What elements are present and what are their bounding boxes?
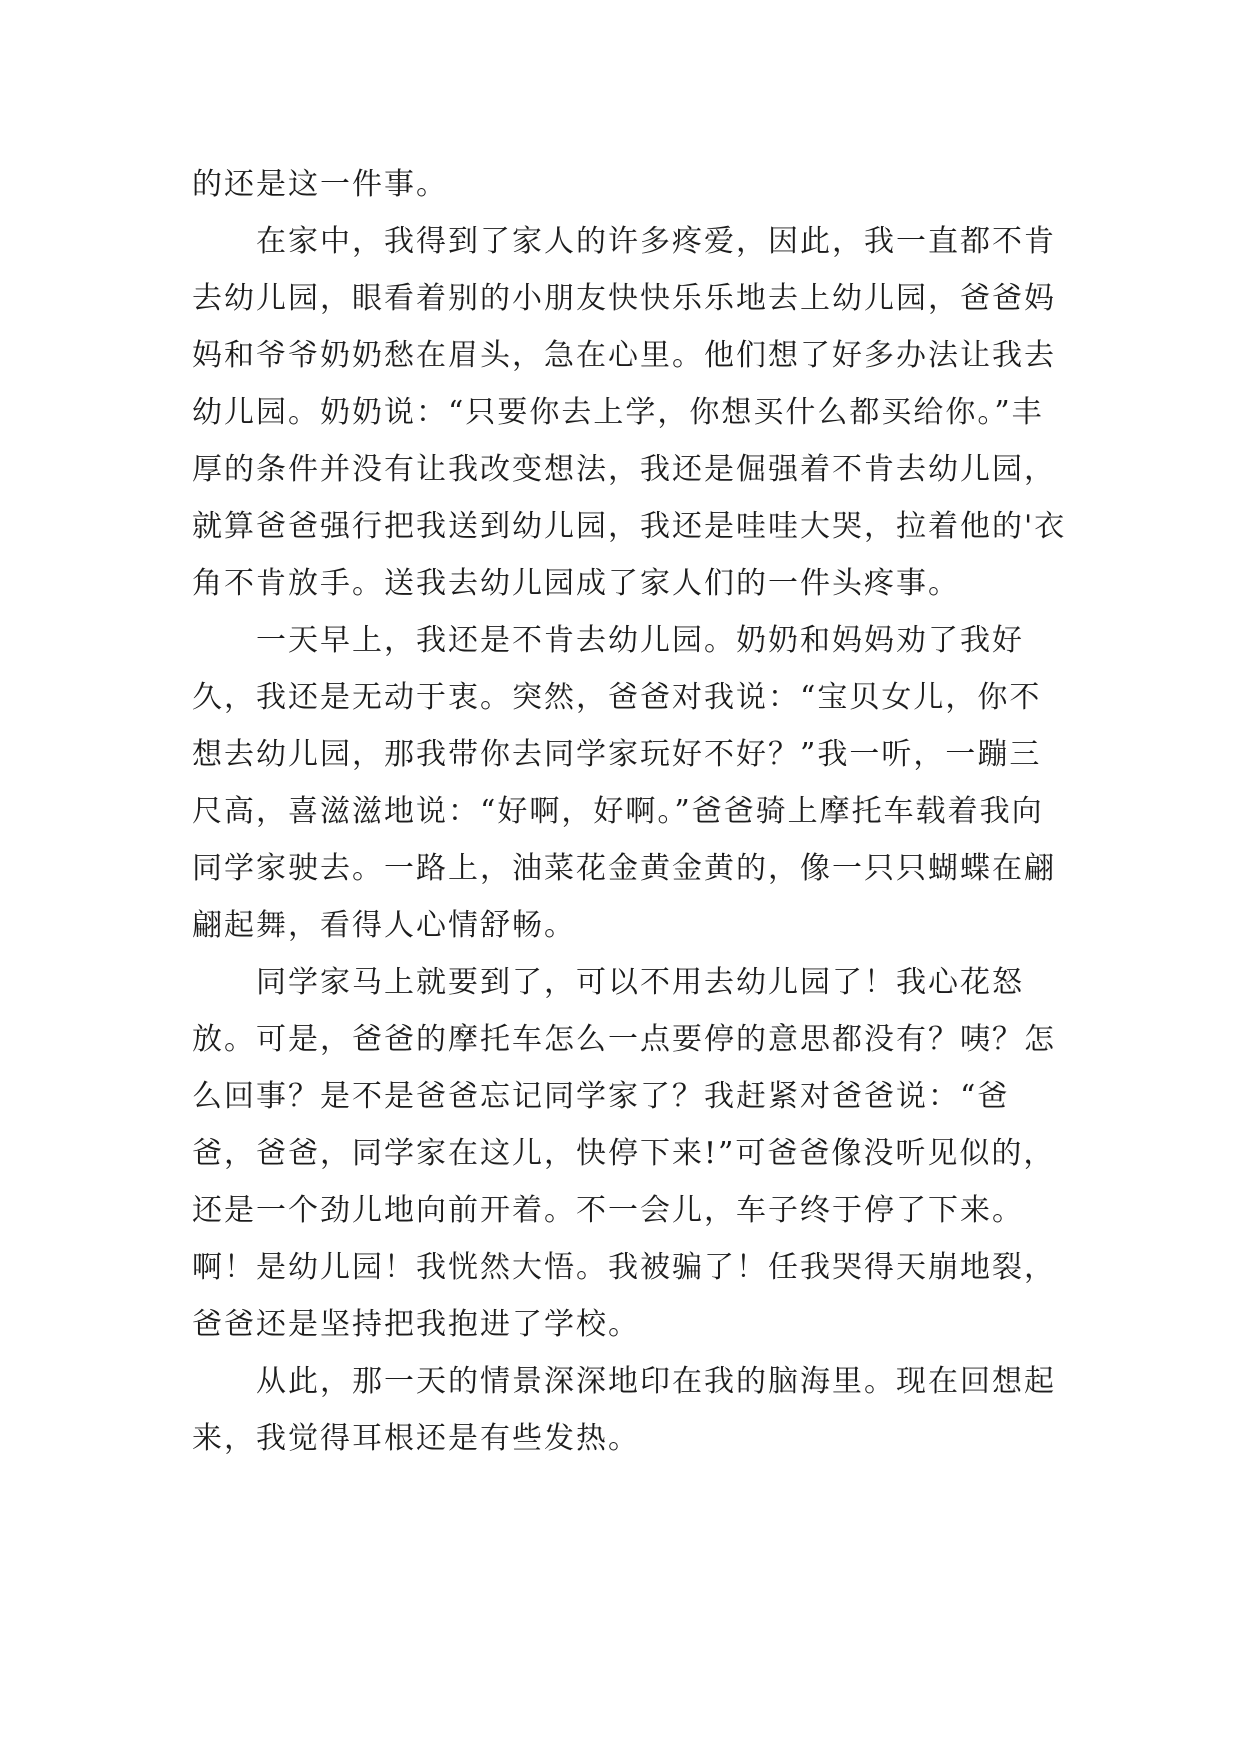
paragraph-conclusion: 从此，那一天的情景深深地印在我的脑海里。现在回想起来，我觉得耳根还是有些发热。 (192, 1364, 1056, 1456)
paragraph-one-morning: 一天早上，我还是不肯去幼儿园。奶奶和妈妈劝了我好久，我还是无动于衷。突然，爸爸对我说：“宝贝女儿，你不想去幼儿园，那我带你去同学家玩好不好？”我一听，一蹦三尺高，喜滋滋地说：“好啊，好啊。”爸爸骑上摩托车载着我向同学家驶去。一路上，油菜花金黄金黄的，像一只只蝴蝶在翩翩起舞，看得人心情舒畅。 (192, 623, 1056, 943)
paragraph-family-love: 在家中，我得到了家人的许多疼爱，因此，我一直都不肯去幼儿园，眼看着别的小朋友快快乐乐地去上幼儿园，爸爸妈妈和爷爷奶奶愁在眉头，急在心里。他们想了好多办法让我去幼儿园。奶奶说：“只要你去上学，你想买什么都买给你。”丰厚的条件并没有让我改变想法，我还是倔强着不肯去幼儿园，就算爸爸强行把我送到幼儿园，我还是哇哇大哭，拉着他的'衣角不肯放手。送我去幼儿园成了家人们的一件头疼事。 (192, 224, 1067, 601)
paragraph-arrival: 同学家马上就要到了，可以不用去幼儿园了！我心花怒放。可是，爸爸的摩托车怎么一点要停的意思都没有？咦？怎么回事？是不是爸爸忘记同学家了？我赶紧对爸爸说：“爸爸，爸爸，同学家在这儿，快停下来!”可爸爸像没听见似的，还是一个劲儿地向前开着。不一会儿，车子终于停了下来。啊！是幼儿园！我恍然大悟。我被骗了！任我哭得天崩地裂，爸爸还是坚持把我抱进了学校。 (192, 965, 1056, 1342)
paragraph-continuation: 的还是这一件事。 (192, 167, 448, 202)
document-body (192, 156, 1072, 1467)
